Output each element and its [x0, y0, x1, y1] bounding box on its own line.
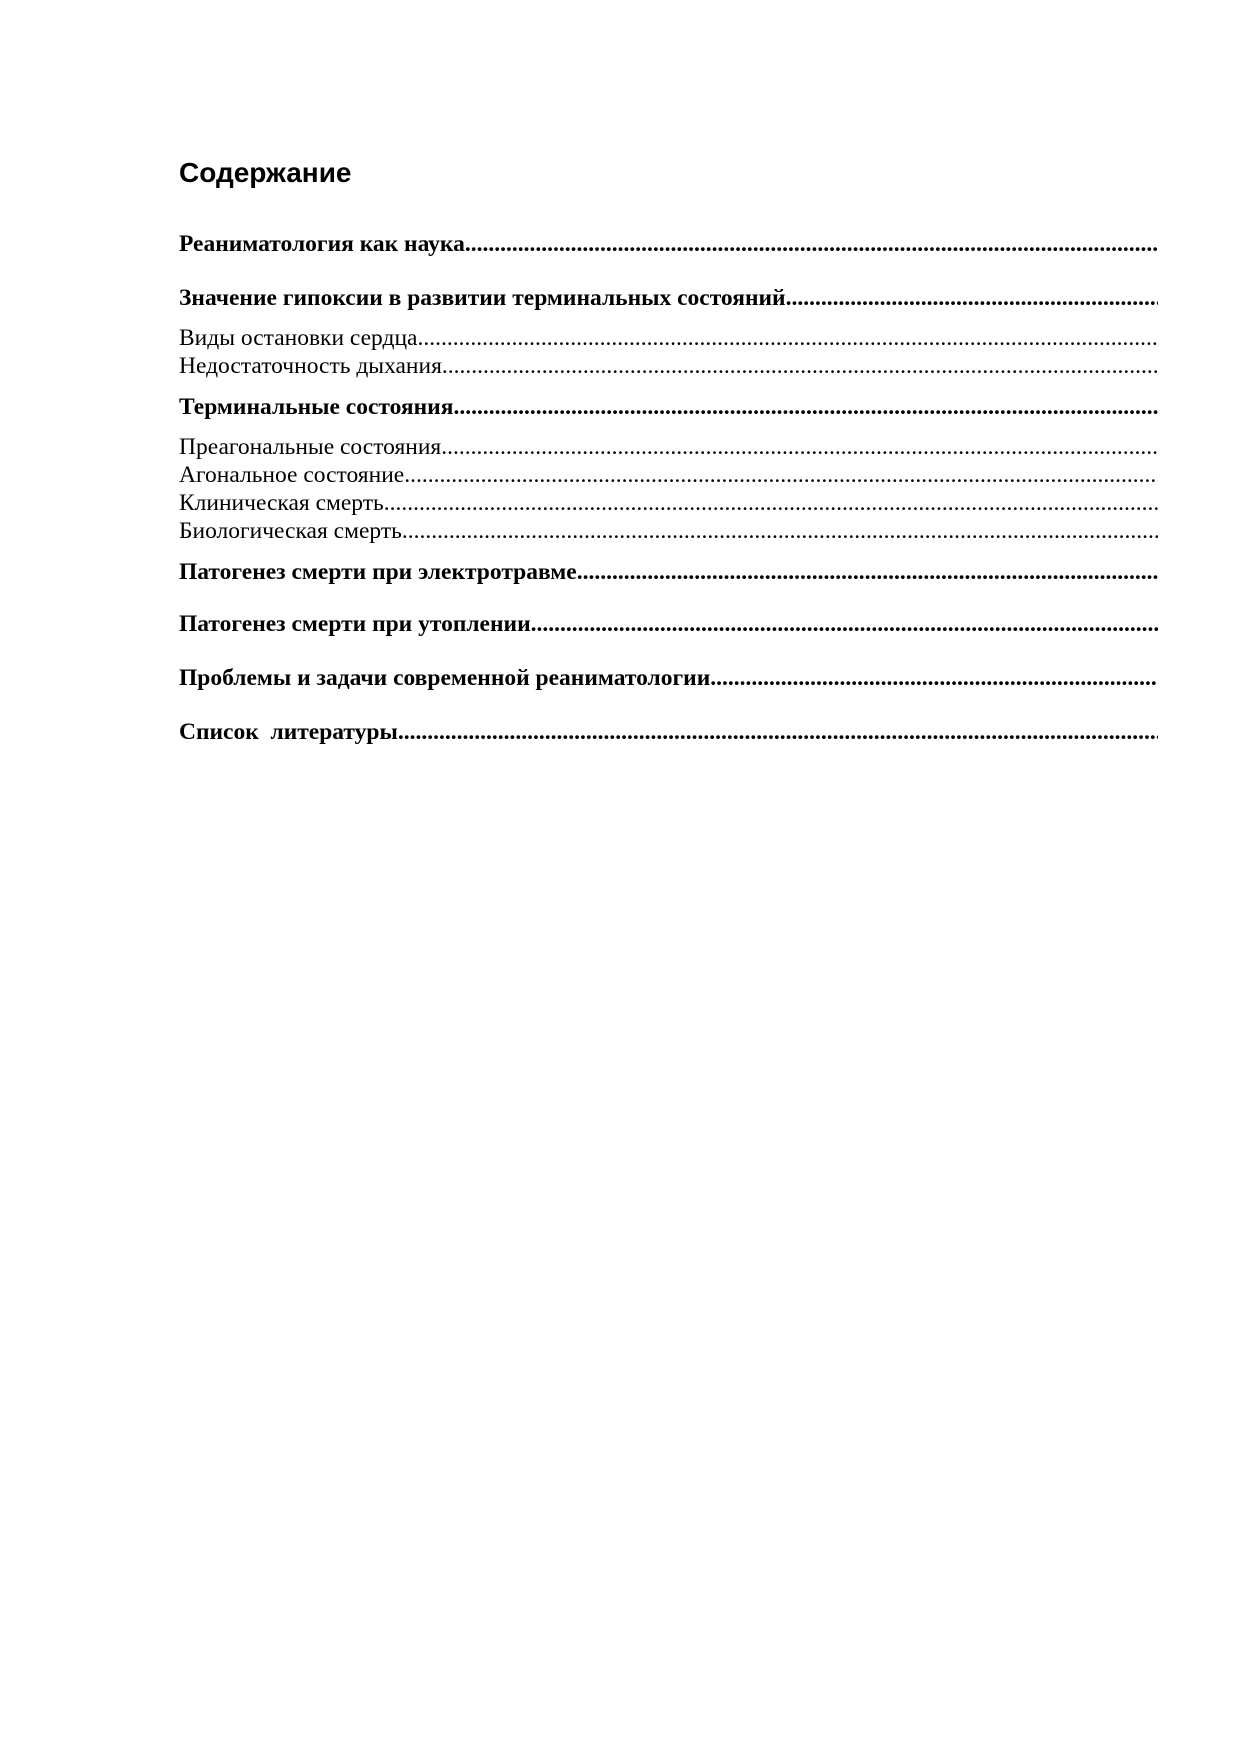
- toc-dot-leader: [786, 284, 1158, 313]
- toc-entry-text: Проблемы и задачи современной реаниматологии: [179, 665, 711, 691]
- toc-dot-leader: [417, 324, 1158, 353]
- toc-entry-biological-death: [179, 517, 1158, 546]
- toc-entry-text: Патогенез смерти при утоплении: [179, 611, 531, 637]
- toc-dot-leader: [398, 718, 1158, 747]
- toc-dot-leader: [531, 610, 1158, 639]
- toc-entry-respiratory-failure: [179, 352, 1158, 381]
- toc-entry-text: Терминальные состояния: [179, 394, 454, 420]
- toc-dot-leader: [441, 433, 1158, 462]
- toc-entry-text: Агональное состояние: [179, 462, 405, 488]
- toc-dot-leader: [384, 489, 1158, 518]
- toc-entry-modern-reanimatology-problems: [179, 664, 1158, 693]
- toc-entry-text: Значение гипоксии в развитии терминальных состояний: [179, 285, 786, 311]
- toc-dot-leader: [465, 230, 1158, 259]
- toc-entry-text: Реаниматология как наука: [179, 231, 465, 257]
- toc-title: Содержание: [179, 157, 352, 188]
- toc-entry-hypoxia-significance: [179, 284, 1158, 313]
- toc-entry-clinical-death: [179, 489, 1158, 518]
- toc-entry-electrotrauma-pathogenesis: [179, 558, 1158, 587]
- toc-entry-text: Список литературы: [179, 719, 398, 745]
- toc-entry-reanimatology-as-science: [179, 230, 1158, 259]
- toc-dot-leader: [404, 461, 1158, 490]
- toc-dot-leader: [577, 558, 1158, 587]
- toc-entry-preagonal-states: [179, 433, 1158, 462]
- toc-entry-cardiac-arrest-types: [179, 324, 1158, 353]
- toc-dot-leader: [453, 393, 1158, 422]
- toc-entry-terminal-states: [179, 393, 1158, 422]
- toc-entry-agonal-state: [179, 461, 1158, 490]
- toc-dot-leader: [442, 352, 1158, 381]
- toc-entry-text: Клиническая смерть: [179, 490, 384, 516]
- toc-entry-references: [179, 718, 1158, 747]
- toc-entry-drowning-pathogenesis: [179, 610, 1158, 639]
- toc-entry-text: Виды остановки сердца: [179, 325, 418, 351]
- toc-dot-leader: [402, 517, 1158, 546]
- toc-dot-leader: [710, 664, 1158, 693]
- toc-entry-text: Недостаточность дыхания: [179, 353, 442, 379]
- toc-entry-text: Преагональные состояния: [179, 434, 442, 460]
- toc-entry-text: Биологическая смерть: [179, 518, 402, 544]
- toc-entry-text: Патогенез смерти при электротравме: [179, 559, 577, 585]
